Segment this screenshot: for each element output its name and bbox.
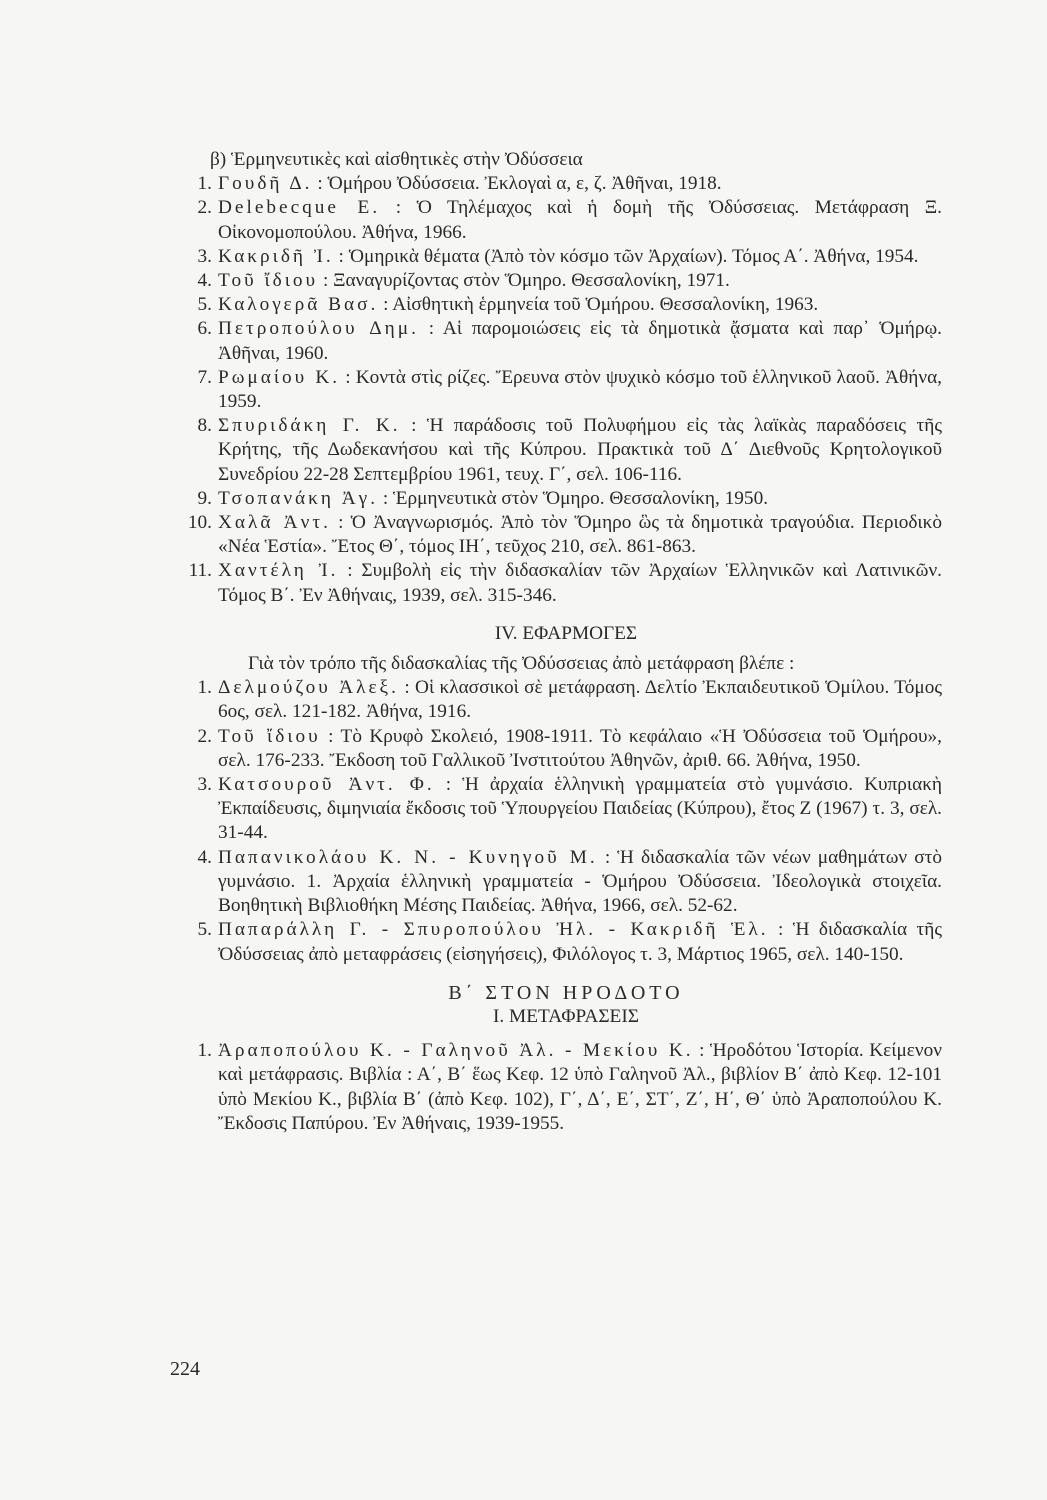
bibliography-entry [187, 511, 942, 559]
bibliography-text [187, 148, 943, 1136]
bibliography-entry [190, 1039, 942, 1136]
section-b-title: β) Ἑρμηνευτικὲς καὶ αἰσθητικὲς στὴν Ὀδύσσεια [210, 149, 583, 170]
entry-author: Τσοπανάκη Ἀγ. [218, 487, 379, 509]
bibliography-entry [190, 414, 942, 487]
entry-author: Delebecque E. [218, 197, 381, 219]
entry-author: Γουδῆ Δ. [218, 173, 313, 195]
entry-text: : Ξαναγυρίζοντας στὸν Ὅμηρο. Θεσσαλονίκη, 1971. [322, 270, 730, 292]
entry-text: : Ἡ διδασκαλία τῆς Ὀδύσσειας ἀπὸ μεταφράσεις (εἰσηγήσεις), Φιλόλογος τ. 3, Μάρτιος 1965, σελ. 140-150. [218, 919, 942, 965]
entry-author: Κακριδῆ Ἰ. [218, 245, 334, 267]
entry-number: 6. [197, 318, 212, 340]
entry-author: Κατσουροῦ Ἀντ. Φ. [218, 774, 435, 796]
bibliography-entry [190, 918, 942, 966]
section-iv-title: IV. ΕΦΑΡΜΟΓΕΣ [494, 622, 638, 644]
bibliography-entry [190, 269, 942, 293]
entry-text: : Ἡ παράδοσις τοῦ Πολυφήμου εἰς τὰς λαϊκὰς παραδόσεις τῆς Κρήτης, τῆς Δωδεκανήσου καὶ τῆς Κύπρου. Πρακτικὰ τοῦ Δ΄ Διεθνοῦς Κρητολογικοῦ Συνεδρίου 22-28 Σεπτεμβρίου 1961, τευχ. Γ΄, σελ. 106-116. [218, 415, 942, 485]
entry-author: Παπανικολάου Κ. Ν. - Κυνηγοῦ Μ. [218, 846, 598, 868]
entry-text: : Ὁ Τηλέμαχος καὶ ἡ δομὴ τῆς Ὀδύσσειας. Μετάφραση Ξ. Οἰκονομοπούλου. Ἀθήνα, 1966. [218, 197, 942, 243]
entry-text: : Οἱ κλασσικοὶ σὲ μετάφραση. Δελτίο Ἐκπαιδευτικοῦ Ὁμίλου. Τόμος 6ος, σελ. 121-182. Ἀθήνα, 1916. [218, 677, 942, 723]
section-b-list [187, 172, 943, 608]
bibliography-entry [190, 317, 942, 365]
entry-number: 2. [197, 725, 212, 747]
bibliography-entry [190, 773, 942, 846]
entry-number: 3. [197, 245, 212, 267]
part-b-title: Β΄ ΣΤΟΝ ΗΡΟΔΟΤΟ [448, 981, 684, 1004]
entry-text: : Ἡροδότου Ἱστορία. Κείμενον καὶ μετάφρασις. Βιβλία : Α΄, Β΄ ἕως Κεφ. 12 ὑπὸ Γαληνοῦ Ἀλ., βιβλίον Β΄ ἀπὸ Κεφ. 12-101 ὑπὸ Μεκίου Κ., βιβλία Β΄ (ἀπὸ Κεφ. 102), Γ΄, Δ΄, Ε΄, ΣΤ΄, Ζ΄, Η΄, Θ΄ ὑπὸ Ἀραποπούλου Κ. Ἔκδοσις Παπύρου. Ἐν Ἀθήναις, 1939-1955. [218, 1040, 942, 1134]
bibliography-entry [190, 196, 942, 244]
entry-number: 2. [197, 197, 212, 219]
entry-number: 1. [197, 1040, 212, 1062]
entry-number: 4. [197, 846, 212, 868]
entry-number: 10. [187, 512, 212, 534]
entry-author: Τοῦ ἴδιου [218, 725, 321, 747]
entry-text: : Ὁμηρικὰ θέματα (Ἀπὸ τὸν κόσμο τῶν Ἀρχαίων). Τόμος Α΄. Ἀθήνα, 1954. [338, 245, 919, 267]
bibliography-entry [190, 293, 942, 317]
bibliography-entry [190, 559, 942, 607]
entry-author: Χαντέλη Ἰ. [218, 560, 339, 582]
bibliography-entry [190, 172, 942, 196]
entry-author: Ρωμαίου Κ. [218, 366, 341, 388]
bibliography-entry [190, 487, 942, 511]
entry-text: : Κοντὰ στὶς ρίζες. Ἔρευνα στὸν ψυχικὸ κόσμο τοῦ ἑλληνικοῦ λαοῦ. Ἀθήνα, 1959. [218, 366, 942, 413]
entry-number: 5. [197, 294, 212, 316]
entry-number: 7. [197, 366, 212, 388]
bibliography-entry [190, 245, 942, 269]
entry-text: : Τὸ Κρυφὸ Σκολειό, 1908-1911. Τὸ κεφάλαιο «Ἡ Ὀδύσσεια τοῦ Ὁμήρου», σελ. 176-233. Ἔκδοση τοῦ Γαλλικοῦ Ἰνστιτούτου Ἀθηνῶν, ἀριθ. 66. Ἀθήνα, 1950. [218, 725, 942, 771]
entry-text: : Ὁμήρου Ὀδύσσεια. Ἐκλογαὶ α, ε, ζ. Ἀθῆναι, 1918. [317, 173, 722, 195]
entry-number: 1. [197, 173, 212, 195]
bibliography-entry [190, 366, 942, 414]
bibliography-entry [190, 725, 942, 773]
entry-author: Παπαράλλη Γ. - Σπυροπούλου Ἠλ. - Κακριδῆ Ἑλ. [218, 919, 769, 941]
entry-text: : Ἡ ἀρχαία ἑλληνικὴ γραμματεία στὸ γυμνάσιο. Κυπριακὴ Ἐκπαίδευσις, διμηνιαία ἔκδοσις τοῦ Ὑπουργείου Παιδείας (Κύπρου), ἔτος Ζ (1967) τ. 3, σελ. 31-44. [218, 774, 942, 844]
entry-number: 9. [197, 487, 212, 509]
entry-text: : Αἱ παρομοιώσεις εἰς τὰ δημοτικὰ ᾄσματα καὶ παρ᾽ Ὁμήρῳ. Ἀθῆναι, 1960. [218, 318, 943, 364]
entry-author: Τοῦ ἴδιου [218, 270, 319, 292]
entry-number: 3. [197, 774, 212, 796]
entry-author: Ἀραποπούλου Κ. - Γαληνοῦ Ἀλ. - Μεκίου Κ. [218, 1040, 694, 1062]
bibliography-entry [190, 676, 942, 724]
entry-author: Πετροπούλου Δημ. [218, 318, 419, 340]
part-b-list [190, 1039, 942, 1136]
entry-text: : Ἡ διδασκαλία τῶν νέων μαθημάτων στὸ γυμνάσιο. 1. Ἀρχαία ἑλληνικὴ γραμματεία - Ὁμήρου Ὀδύσσεια. Ἰδεολογικὰ στοιχεῖα. Βοηθητικὴ Βιβλιοθήκη Μέσης Παιδείας. Ἀθήνα, 1966, σελ. 52-62. [218, 846, 942, 917]
page-number: 224 [170, 1358, 200, 1380]
section-iv-intro: Γιὰ τὸν τρόπο τῆς διδασκαλίας τῆς Ὀδύσσειας ἀπὸ μετάφραση βλέπε : [248, 653, 795, 675]
bibliography-entry [190, 846, 942, 919]
entry-number: 4. [197, 270, 212, 292]
entry-text: : Ἑρμηνευτικὰ στὸν Ὅμηρο. Θεσσαλονίκη, 1950. [382, 487, 769, 509]
entry-number: 5. [197, 919, 212, 941]
entry-number: 8. [197, 415, 212, 437]
section-iv-list [190, 676, 942, 966]
entry-text: : Συμβολὴ εἰς τὴν διδασκαλίαν τῶν Ἀρχαίων Ἑλληνικῶν καὶ Λατινικῶν. Τόμος Β΄. Ἐν Ἀθήναις, 1939, σελ. 315-346. [218, 560, 942, 606]
part-b-section-title: Ι. ΜΕΤΑΦΡΑΣΕΙΣ [493, 1005, 639, 1027]
entry-author: Σπυριδάκη Γ. Κ. [218, 415, 401, 437]
entry-number: 1. [197, 677, 212, 699]
entry-author: Χαλᾶ Ἀντ. [218, 512, 331, 534]
entry-text: : Ὁ Ἀναγνωρισμός. Ἀπὸ τὸν Ὅμηρο ὣς τὰ δημοτικὰ τραγούδια. Περιοδικὸ «Νέα Ἑστία». Ἔτος Θ΄, τόμος ΙΗ΄, τεῦχος 210, σελ. 861-863. [218, 512, 942, 558]
entry-author: Δελμούζου Ἀλεξ. [218, 677, 399, 699]
entry-number: 11. [188, 560, 212, 582]
entry-text: : Αἰσθητικὴ ἑρμηνεία τοῦ Ὁμήρου. Θεσσαλονίκη, 1963. [383, 294, 819, 316]
entry-author: Καλογερᾶ Βασ. [218, 294, 379, 316]
